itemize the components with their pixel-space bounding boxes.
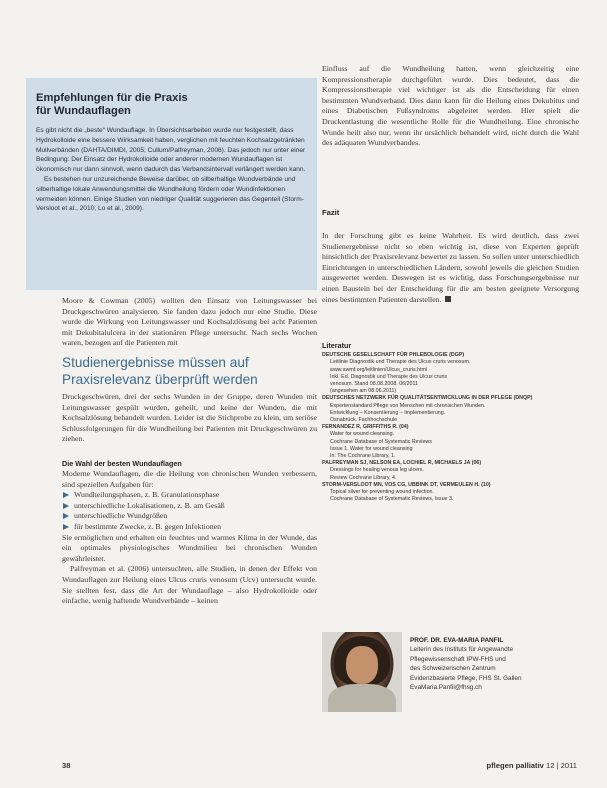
reference-line: (angesehen am 08.06.2011) xyxy=(330,388,397,395)
fazit-section xyxy=(322,208,579,305)
reference-author: DEUTSCHE GESELLSCHAFT FÜR PHLEBOLOGIE (DGP) xyxy=(322,352,465,359)
literature-section xyxy=(322,342,579,503)
reference-author: STORM-VERSLOOT MN, VOS CG, UBBINK DT, VERMEULEN H. (10) xyxy=(322,481,491,488)
bullet-list xyxy=(62,490,317,532)
author-line: Pflegewissenschaft IPW-FHS und xyxy=(410,655,506,663)
bullet-item: unterschiedliche Wundgrößen xyxy=(62,511,317,522)
info-box-title xyxy=(36,92,226,118)
fazit-paragraph: In der Forschung gibt es keine Wahrheit. Es wird deutlich, dass zwei Studienergebnisse nicht so eben wichtig ist, diese von Experten geprüft hinsichtlich der Praxisrelevanz bewertet zu lassen. So sollen unter unterschiedlich Einrichtungen in unterschiedlichen Ländern, sowohl jeweils die gleichen Studien ausgewertet werden. Deswegen ist es wichtig, dass Forschungsergebnisse nur einen Baustein bei der Entscheidung für die am besten geeignete Versorgung eines bestimmten Patienten darstellen. xyxy=(322,231,579,304)
fazit-label: Fazit xyxy=(322,208,340,217)
bullet-item: Wundheilungsphasen, z. B. Granulationsphase xyxy=(62,490,317,501)
reference-item xyxy=(322,395,579,424)
reference-item xyxy=(322,352,579,395)
end-of-article-mark-icon xyxy=(445,296,451,302)
reference-item xyxy=(322,424,579,460)
info-box-title-line1: Empfehlungen für die Praxis xyxy=(36,92,188,104)
triangle-bullet-icon xyxy=(63,513,69,519)
reference-line: Issue 1. Water for wound cleansing xyxy=(330,445,413,452)
reference-line: Entwicklung – Konsentierung – Implementierung. xyxy=(330,409,446,416)
magazine-name: pflegen palliativ xyxy=(486,761,544,770)
info-box-paragraph: Es gibt nicht die „beste“ Wundauflage. In Übersichtsarbeiten wurde nur festgestellt, dass Hydrokolloide eine bessere Wirksamkeit haben, verglichen mit feuchten Kochsalzgetränkten Mullverbänden (DAHTA/DIMDI, 2005; Cullum/Palfreyman, 2006). Das jedoch nur unter einer Bedingung: Der Einsatz der Hydrokolloide oder anderer modernen Wundauflagen ist ökonomisch nur dann sinnvoll, wenn dadurch das Verbandsintervall verlängert werden kann. xyxy=(36,127,306,174)
literature-title: Literatur xyxy=(322,341,352,350)
footer-magazine xyxy=(487,761,577,770)
left-intro xyxy=(62,296,317,349)
bullet-item: für bestimmte Zwecke, z. B. gegen Infektionen xyxy=(62,522,317,533)
after-bullets-paragraph: Sie ermöglichen und erhalten ein feuchtes und warmes Klima in der Wunde, das ein optimales physiologisches Wundmilieu bei chronischen Wunden gewährleistet. xyxy=(62,532,317,563)
reference-line: Leitlinie Diagnostik und Therapie des Ulcus cruris venosum. xyxy=(330,359,471,366)
author-line: des Schweizerischen Zentrum xyxy=(410,665,496,673)
section-paragraph: Druckgeschwüren, drei der sechs Wunden in der Gruppe, deren Wunden mit Leitungswasser gespült wurden, geheilt, und keine der Wunden, die mit Kochsalzlösung behandelt wurden. Leider ist die Stichprobe zu klein, um seriöse Schlussfolgerungen für die Wundheilung bei Patienten mit Druckgeschwüren zu ziehen. xyxy=(62,392,317,444)
reference-line: In: The Cochrane Library, 1. xyxy=(330,453,396,460)
right-top xyxy=(322,64,579,149)
info-box-paragraph: Es bestehen nur unzureichende Beweise darüber, ob silberhaltige Wundverbände und silberhaltige lokale Anwendungsmittel die Wundheilung fördern oder Wundinfektionen vermeiden können. Einige Studien von niedriger Qualität suggerieren das Gegenteil (Storm-Versloot et al., 2010; Lo et al., 2009). xyxy=(36,175,304,213)
author-line: Leiterin des Instituts für Angewandte xyxy=(410,646,514,654)
reference-line: Osnabrück. Fachhochschule xyxy=(330,417,398,424)
sub-heading: Die Wahl der besten Wundauflagen xyxy=(62,458,182,468)
page-number: 38 xyxy=(62,761,71,770)
last-left-paragraph: Palfreyman et al. (2006) untersuchten, alle Studien, in denen der Effekt von Wundauflagen zur Heilung eines Ulcus cruris venosum (Ucv) untersucht wurde. Sie stellten fest, dass die Art der Wundauflage – also Hydrokolloide oder einfache, wenig haftende Wundverbände – keinen xyxy=(62,564,317,606)
triangle-bullet-icon xyxy=(63,492,69,498)
reference-author: FERNANDEZ R, GRIFFITHS R. (04) xyxy=(322,424,409,431)
author-line: Evidenzbasierte Pflege, FHS St. Gallen xyxy=(410,674,522,682)
reference-line: Dressings for healing venous leg ulcers. xyxy=(330,467,424,474)
reference-author: PALFREYMAN SJ, NELSON EA, LOCHIEL R, MICHAELS JA (06) xyxy=(322,460,482,467)
reference-line: Water for wound cleansing. xyxy=(330,431,394,438)
reference-line: www.awmf.org/leitlinien/Ulcus_cruris.html xyxy=(330,366,428,373)
info-box xyxy=(26,78,317,290)
left-intro-paragraph: Moore & Cowman (2005) wollten den Einsatz von Leitungswasser bei Druckgeschwüren analysieren. Sie fanden dazu jedoch nur eine Studie. Diese wurde die Wirkung von Leitungswasser und Kochsalzlösung bei acht Patienten mit Dekubitalulcera in der stationären Pflege untersucht. Nach sechs Wochen waren, bezogen auf die Patienten mit xyxy=(62,296,317,348)
info-box-body xyxy=(36,126,307,214)
reference-line: Topical silver for preventing wound infection. xyxy=(330,489,434,496)
left-body xyxy=(62,392,317,607)
reference-line: venosum. Stand 08.08.2008. 06/2011 xyxy=(330,381,418,388)
right-top-paragraph: Einfluss auf die Wundheilung hatten, wenn gleichzeitig eine Kompressionstherapie durchgeführt wurde. Dies bedeutet, dass die Kompressionstherapie viel wichtiger ist als die Entscheidung für einen bestimmten Wundverband. Dies dann kann für die Heilung eines Dekubitus und eines Diabetischen Fußsyndroms abgeleitet werden. Hier spielt die Druckentlastung die wesentliche Rolle für die Wundheilung. Eine chronische Wunde heilt also nur, wenn ihr ursächlich behandelt wird, nicht durch die Wahl des adäquaten Wundverbandes. xyxy=(322,64,579,148)
triangle-bullet-icon xyxy=(63,503,69,509)
reference-line: Cochrane Database of Systematic Reviews, Issue 3. xyxy=(330,496,454,503)
reference-item xyxy=(322,482,579,504)
magazine-issue: 12 | 2011 xyxy=(546,761,577,770)
reference-line: Review Cochrane Library, 4. xyxy=(330,474,397,481)
author-info xyxy=(410,636,580,692)
triangle-bullet-icon xyxy=(63,524,69,530)
reference-line: Inkl. Ed. Diagnostik und Therapie des Ulcus cruris xyxy=(330,373,448,380)
reference-author: DEUTSCHES NETZWERK FÜR QUALITÄTSENTWICKLUNG IN DER PFLEGE (DNQP) xyxy=(322,395,533,402)
author-name: PROF. DR. EVA-MARIA PANFIL xyxy=(410,637,504,644)
author-photo xyxy=(322,632,402,712)
section-heading: Studienergebnisse müssen auf Praxisrelevanz überprüft werden xyxy=(62,355,258,387)
bullet-item: unterschiedliche Lokalisationen, z. B. am Gesäß xyxy=(62,501,317,512)
info-box-title-line2: für Wundauflagen xyxy=(36,105,131,117)
author-email[interactable]: EvaMaria.Panfil@fhsg.ch xyxy=(410,684,482,692)
fazit-body xyxy=(322,231,579,305)
reference-line: Expertenstandard Pflege von Menschen mit chronischen Wunden. xyxy=(330,402,486,409)
sub-intro-paragraph: Moderne Wundauflagen, die die Heilung von chronischen Wunden verbessern, sind speziellen Aufgaben für: xyxy=(62,468,317,489)
reference-list xyxy=(322,352,579,503)
reference-item xyxy=(322,460,579,482)
reference-line: Cochrane Database of Systematic Reviews xyxy=(330,438,432,445)
